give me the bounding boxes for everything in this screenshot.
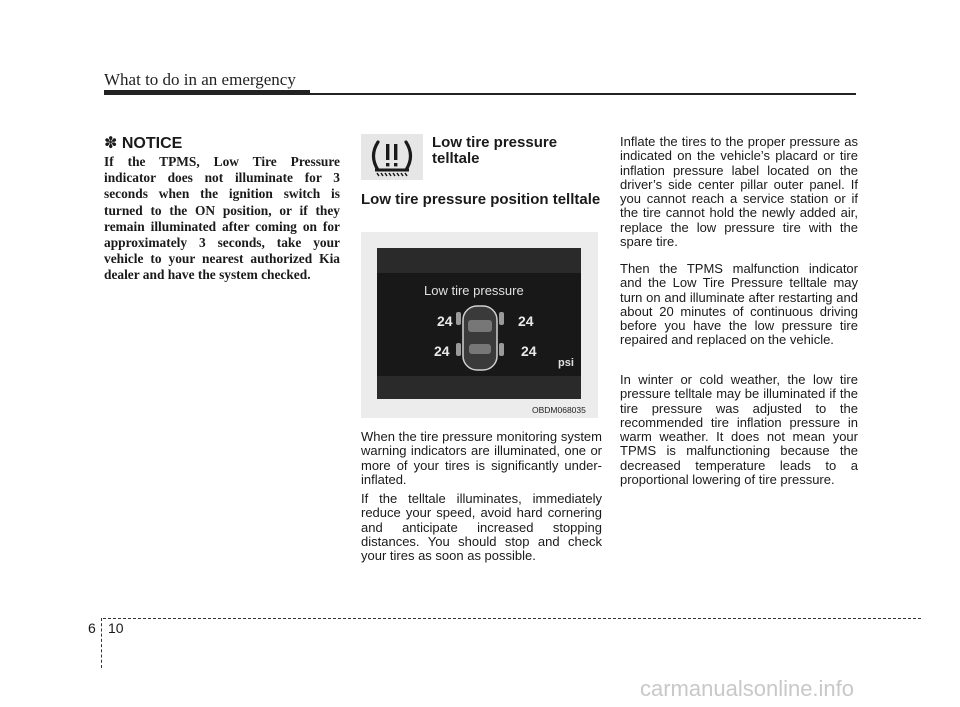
section-number: 6: [88, 620, 96, 636]
front-left-pressure: 24: [437, 313, 453, 329]
cluster-display: [377, 248, 581, 399]
front-right-pressure: 24: [518, 313, 534, 329]
running-header: What to do in an emergency: [104, 70, 296, 89]
figure-caption: OBDM068035: [532, 405, 586, 415]
col2-paragraph: If the telltale illuminates, immediately reduce your speed, avoid hard cornering and anticipate increased stopping distances. You should stop and check your tires as soon as possible.: [361, 491, 602, 564]
col2-paragraph: When the tire pressure monitoring system warning indicators are illuminated, one or more of your tires is significantly under-inflated.: [361, 429, 602, 487]
watermark: carmanualsonline.info: [640, 676, 855, 701]
notice-body: If the TPMS, Low Tire Pressure indicator does not illuminate for 3 seconds when the ignition switch is turned to the ON position, or if they remain illuminated after coming on for approximately 3 seconds, take your vehicle to your nearest authorized Kia dealer and have the system checked.: [104, 154, 340, 283]
screen-title: Low tire pressure: [424, 283, 524, 298]
footer-rule: [103, 618, 921, 619]
col3-paragraph: In winter or cold weather, the low tire pressure telltale may be illuminated if the tire pressure was adjusted to the recommended tire inflation pressure in warm weather. It does not mean your TPMS is malfunctioning because the decreased temperature leads to a proportional lowering of tire pressure.: [620, 372, 858, 488]
tire-pressure-warning-icon: [361, 134, 423, 180]
col3-paragraph: Then the TPMS malfunction indicator and the Low Tire Pressure telltale may turn on and illuminate after restarting and about 20 minutes of continuous driving before you have the low pressure tire repaired and replaced on the vehicle.: [620, 261, 858, 348]
page-number: 10: [108, 620, 124, 636]
car-top-view-icon: [456, 306, 504, 370]
telltale-title: Low tire pressure telltale: [432, 134, 558, 167]
rear-right-pressure: 24: [521, 343, 537, 359]
header-rule: [104, 93, 856, 95]
col3-paragraph: Inflate the tires to the proper pressure as indicated on the vehicle’s placard or tire inflation pressure label located on the driver’s side center pillar outer panel. If you cannot reach a service station or if the tire cannot hold the newly added air, replace the low pressure tire with the spare tire.: [620, 134, 858, 250]
pressure-unit: psi: [558, 357, 574, 369]
rear-left-pressure: 24: [434, 343, 450, 359]
notice-title: ✽ NOTICE: [104, 135, 183, 152]
position-telltale-title: Low tire pressure position telltale: [361, 191, 601, 208]
footer-vertical-rule: [101, 618, 102, 668]
